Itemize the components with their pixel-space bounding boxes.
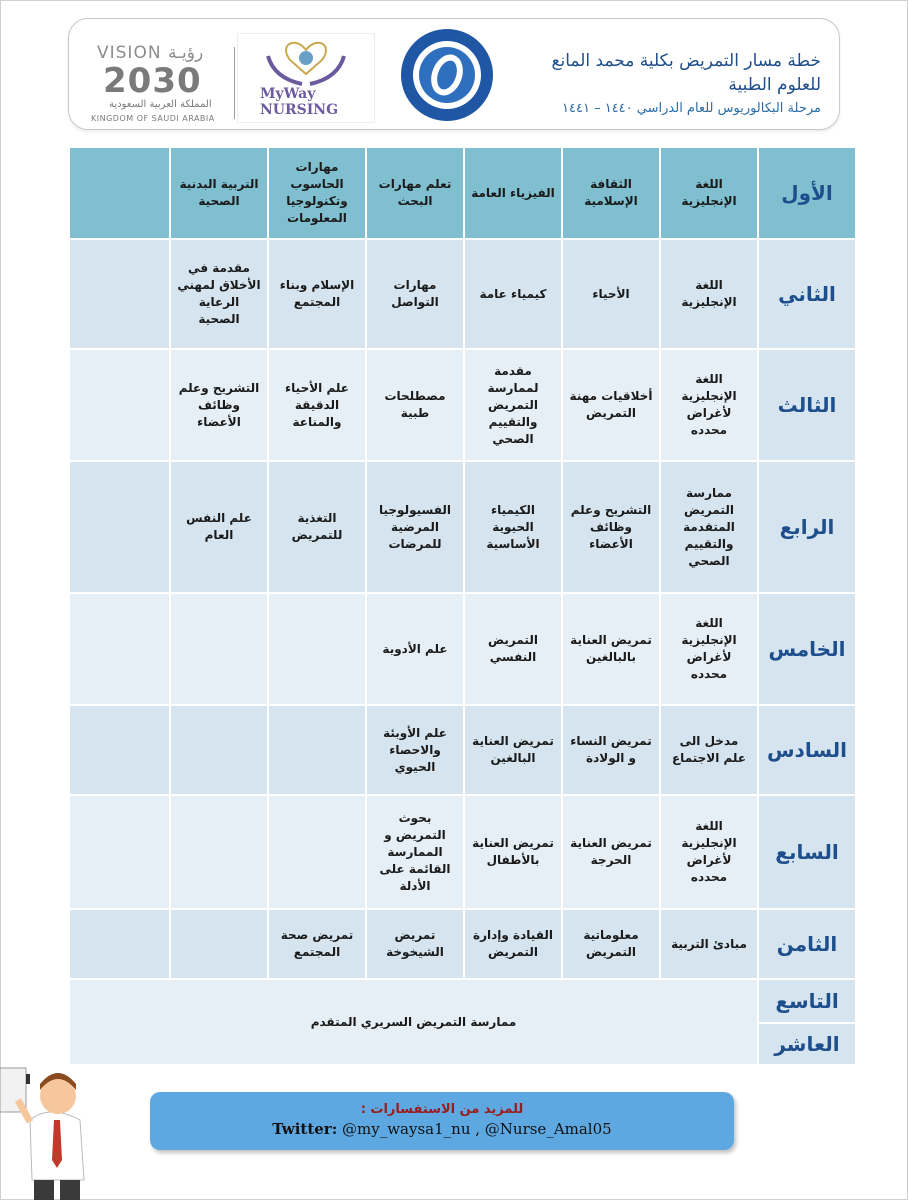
- course-cell: مقدمة لممارسة التمريض والتقييم الصحي: [464, 349, 562, 461]
- course-cell: [69, 349, 170, 461]
- level-row: [69, 461, 856, 593]
- course-cell: مبادئ التربية: [660, 909, 758, 979]
- title-line-2: للعلوم الطبية: [728, 75, 821, 95]
- course-cell: [170, 795, 268, 909]
- course-cell: [69, 147, 170, 239]
- level-row: [69, 979, 856, 1023]
- course-cell: [268, 705, 366, 795]
- course-cell: [69, 795, 170, 909]
- course-cell-merged: ممارسة التمريض السريري المتقدم: [69, 979, 758, 1065]
- course-cell: الكيمياء الحيوية الأساسية: [464, 461, 562, 593]
- vision-top-text: VISION رؤيـة: [97, 43, 204, 63]
- course-cell: اللغة الإنجليزية لأغراض محدده: [660, 349, 758, 461]
- level-row: [69, 147, 856, 239]
- study-plan-table: [68, 146, 857, 1066]
- course-cell: مصطلحات طبية: [366, 349, 464, 461]
- vision-country-ar: المملكة العربية السعودية: [109, 99, 212, 110]
- course-cell: [170, 909, 268, 979]
- course-cell: تمريض الشيخوخة: [366, 909, 464, 979]
- twitter-handles[interactable]: @my_waysa1_nu , @Nurse_Amal05: [337, 1120, 612, 1138]
- level-label: التاسع: [758, 979, 856, 1023]
- course-cell: التشريح وعلم وظائف الأعضاء: [562, 461, 660, 593]
- course-cell: تمريض صحة المجتمع: [268, 909, 366, 979]
- level-label: الخامس: [758, 593, 856, 705]
- level-label: الأول: [758, 147, 856, 239]
- title-line-1: خطة مسار التمريض بكلية محمد المانع: [551, 51, 821, 71]
- course-cell: تمريض العناية بالأطفال: [464, 795, 562, 909]
- course-cell: ممارسة التمريض المتقدمة والتقييم الصحي: [660, 461, 758, 593]
- level-row: [69, 239, 856, 349]
- vision-country-en: KINGDOM OF SAUDI ARABIA: [91, 114, 215, 123]
- level-label: الثاني: [758, 239, 856, 349]
- course-cell: مقدمة في الأخلاق لمهني الرعاية الصحية: [170, 239, 268, 349]
- course-cell: [69, 705, 170, 795]
- course-cell: التغذية للتمريض: [268, 461, 366, 593]
- course-cell: [69, 461, 170, 593]
- twitter-label: Twitter:: [272, 1120, 338, 1138]
- logo-divider: [234, 47, 235, 119]
- course-cell: مهارات الحاسوب وتكنولوجيا المعلومات: [268, 147, 366, 239]
- course-cell: كيمياء عامة: [464, 239, 562, 349]
- hands-heart-icon: [238, 34, 374, 94]
- course-cell: اللغة الإنجليزية: [660, 147, 758, 239]
- course-cell: [69, 239, 170, 349]
- level-label: السادس: [758, 705, 856, 795]
- page-subtitle: مرحلة البكالوريوس للعام الدراسي ١٤٤٠ – ١٤٤١: [562, 101, 821, 116]
- course-cell: معلوماتية التمريض: [562, 909, 660, 979]
- course-cell: اللغة الإنجليزية: [660, 239, 758, 349]
- course-cell: الإسلام وبناء المجتمع: [268, 239, 366, 349]
- header-banner: [68, 18, 840, 130]
- course-cell: اللغة الإنجليزية لأغراض محدده: [660, 795, 758, 909]
- course-cell: علم الأوبئة والاحصاء الحيوي: [366, 705, 464, 795]
- level-label: الثالث: [758, 349, 856, 461]
- course-cell: تمريض العناية بالبالغين: [562, 593, 660, 705]
- course-cell: الفيزياء العامة: [464, 147, 562, 239]
- level-row: [69, 705, 856, 795]
- course-cell: تمريض العناية البالغين: [464, 705, 562, 795]
- course-cell: [268, 795, 366, 909]
- college-seal-icon: [399, 27, 495, 123]
- level-label: الرابع: [758, 461, 856, 593]
- cartoon-man-icon: [0, 1060, 100, 1200]
- vision-year: 2030: [103, 61, 202, 101]
- level-row: [69, 795, 856, 909]
- twitter-line: [150, 1120, 734, 1138]
- course-cell: [268, 593, 366, 705]
- course-cell: [69, 593, 170, 705]
- course-cell: بحوث التمريض و الممارسة القائمة على الأدلة: [366, 795, 464, 909]
- course-cell: التربية البدنية الصحية: [170, 147, 268, 239]
- level-row: [69, 593, 856, 705]
- course-cell: الفسيولوجيا المرضية للمرضات: [366, 461, 464, 593]
- course-cell: [69, 909, 170, 979]
- level-label: السابع: [758, 795, 856, 909]
- level-row: [69, 349, 856, 461]
- level-label: الثامن: [758, 909, 856, 979]
- course-cell: الأحياء: [562, 239, 660, 349]
- course-cell: مهارات التواصل: [366, 239, 464, 349]
- course-cell: علم النفس العام: [170, 461, 268, 593]
- course-cell: التمريض النفسي: [464, 593, 562, 705]
- course-cell: القيادة وإدارة التمريض: [464, 909, 562, 979]
- contact-footer: [150, 1092, 734, 1150]
- level-label: العاشر: [758, 1023, 856, 1065]
- myway-logo-text: MyWay NURSING: [260, 86, 339, 118]
- course-cell: علم الأحياء الدقيقة والمناعة: [268, 349, 366, 461]
- course-cell: التشريح وعلم وظائف الأعضاء: [170, 349, 268, 461]
- vision-2030-logo: [91, 41, 231, 121]
- course-cell: اللغة الإنجليزية لأغراض محدده: [660, 593, 758, 705]
- course-cell: تمريض النساء و الولادة: [562, 705, 660, 795]
- level-row: [69, 909, 856, 979]
- course-cell: الثقافة الإسلامية: [562, 147, 660, 239]
- course-cell: [170, 705, 268, 795]
- course-cell: أخلاقيات مهنة التمريض: [562, 349, 660, 461]
- course-cell: تمريض العناية الحرجة: [562, 795, 660, 909]
- course-cell: علم الأدوية: [366, 593, 464, 705]
- course-cell: [170, 593, 268, 705]
- myway-nursing-logo: [237, 33, 375, 123]
- course-cell: مدخل الى علم الاجتماع: [660, 705, 758, 795]
- course-cell: تعلم مهارات البحث: [366, 147, 464, 239]
- page-title: [501, 49, 821, 97]
- inquiry-text: للمزيد من الاستفسارات :: [360, 1102, 524, 1117]
